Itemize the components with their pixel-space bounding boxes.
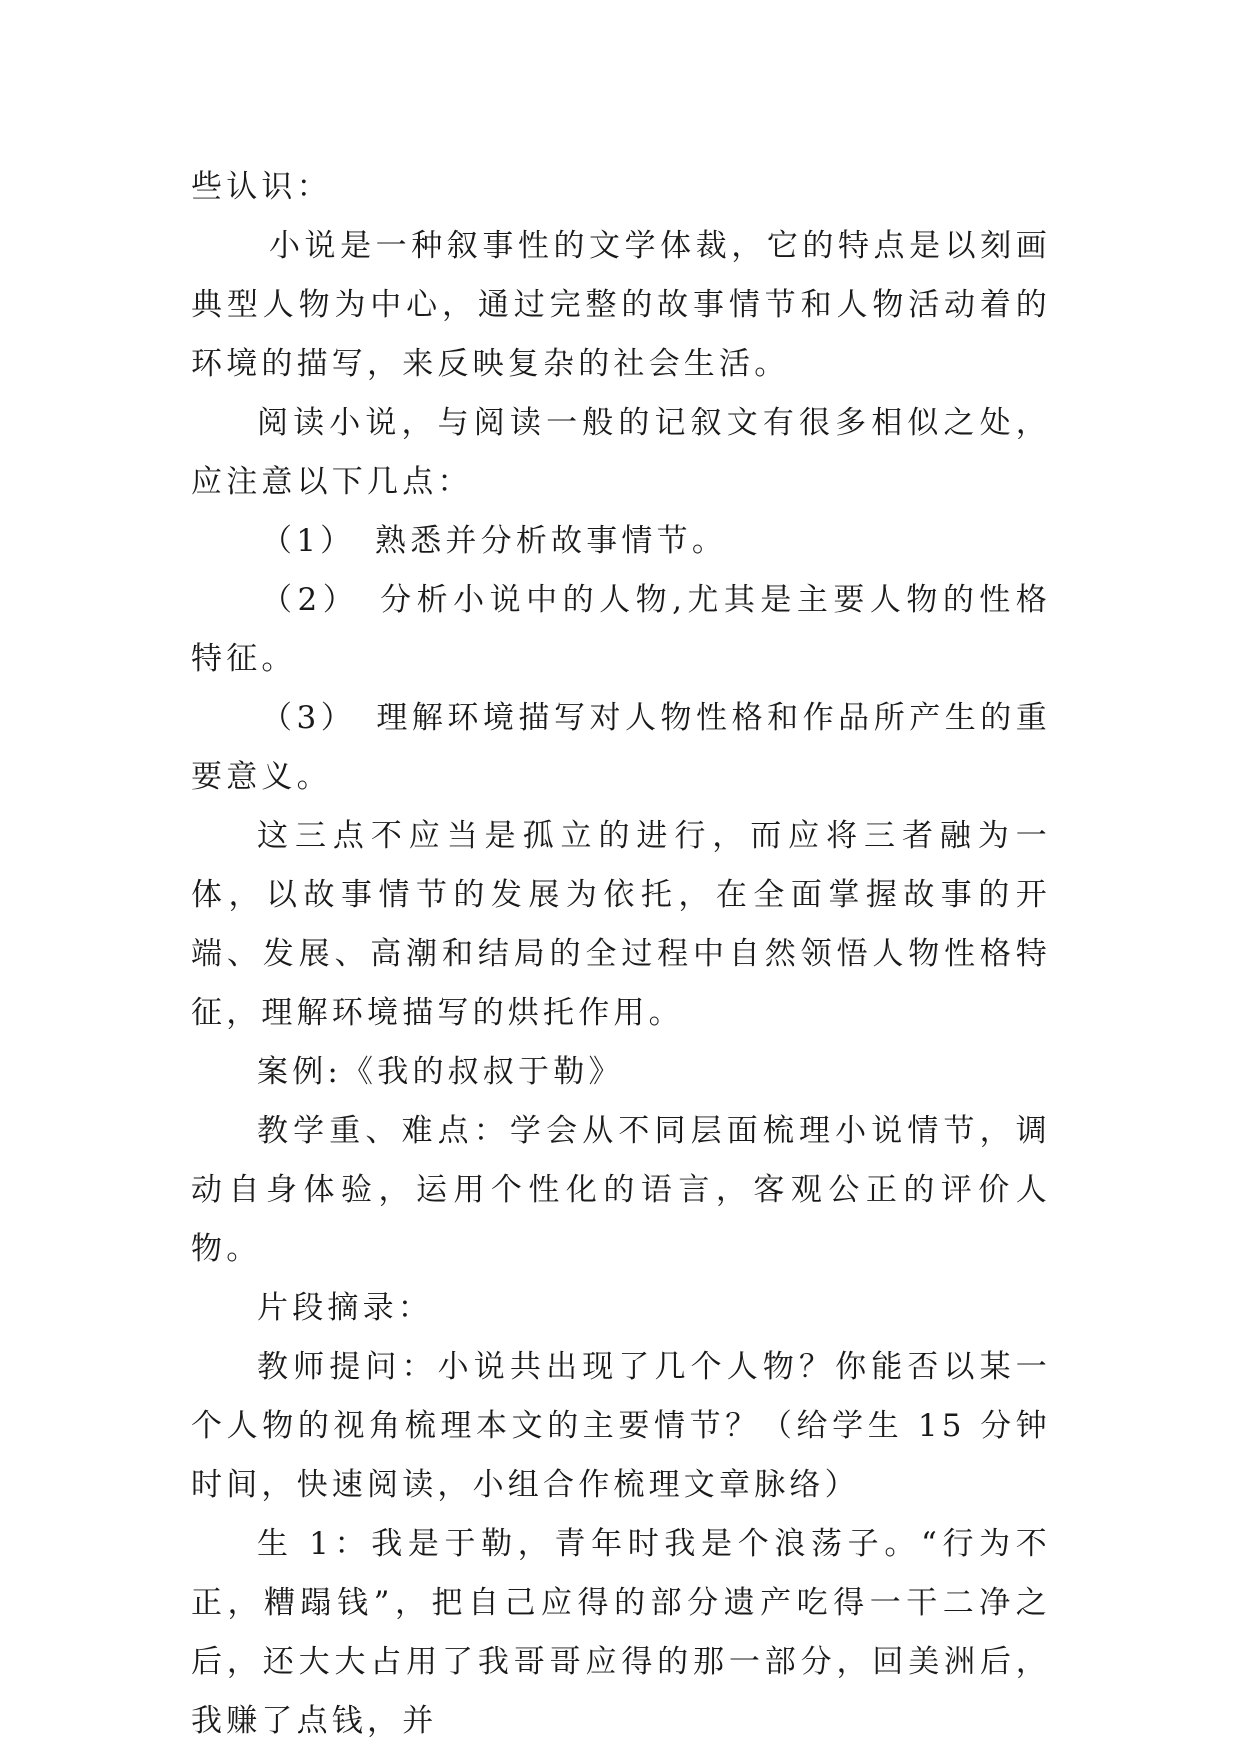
paragraph-student-answer: 生 1：我是于勒，青年时我是个浪荡子。“行为不正，糟蹋钱”，把自己应得的部分遗产吃得一干二净之后，还大大占用了我哥哥应得的那一部分，回美洲后，我赚了点钱，并 xyxy=(191,1526,1051,1739)
paragraph-teacher-question: 教师提问：小说共出现了几个人物？你能否以某一个人物的视角梳理本文的主要情节？（给学生 15 分钟时间，快速阅读，小组合作梳理文章脉络） xyxy=(191,1349,1051,1503)
paragraph-integration: 这三点不应当是孤立的进行，而应将三者融为一体，以故事情节的发展为依托，在全面掌握故事的开端、发展、高潮和结局的全过程中自然领悟人物性格特征，理解环境描写的烘托作用。 xyxy=(191,818,1051,1031)
paragraph-reading-points-intro: 阅读小说，与阅读一般的记叙文有很多相似之处，应注意以下几点： xyxy=(191,405,1051,500)
list-item-plot: （1） 熟悉并分析故事情节。 xyxy=(261,523,728,559)
paragraph-novel-definition: 小说是一种叙事性的文学体裁，它的特点是以刻画典型人物为中心，通过完整的故事情节和人物活动着的环境的描写，来反映复杂的社会生活。 xyxy=(191,228,1051,382)
document-body xyxy=(191,158,1051,1751)
list-item-characters: （2） 分析小说中的人物,尤其是主要人物的性格特征。 xyxy=(191,582,1051,677)
paragraph-excerpt-label: 片段摘录： xyxy=(257,1290,433,1326)
list-item-environment: （3） 理解环境描写对人物性格和作品所产生的重要意义。 xyxy=(191,700,1051,795)
paragraph-teaching-focus: 教学重、难点：学会从不同层面梳理小说情节，调动自身体验，运用个性化的语言，客观公正的评价人物。 xyxy=(191,1113,1051,1267)
paragraph-case-title: 案例:《我的叔叔于勒》 xyxy=(257,1054,624,1090)
paragraph-continuation: 些认识： xyxy=(191,169,332,205)
